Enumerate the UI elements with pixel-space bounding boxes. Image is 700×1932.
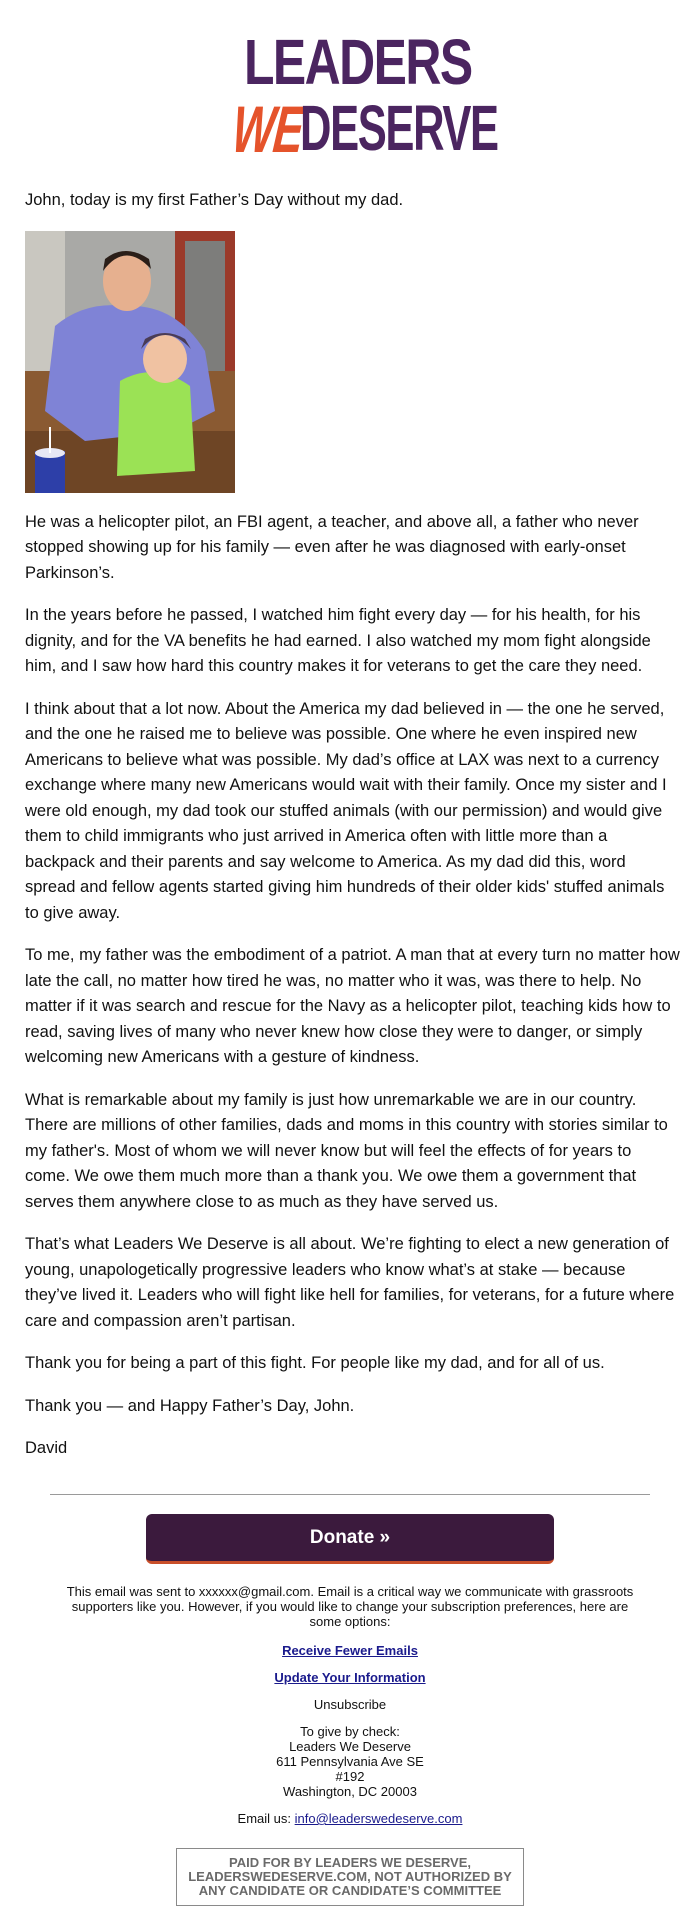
email-body <box>25 188 680 1479</box>
email-footer <box>60 1584 640 1838</box>
check-label: To give by check: <box>300 1724 400 1739</box>
paragraph-thank-you-fight: Thank you for being a part of this fight. For people like my dad, and for all of us. <box>25 1354 605 1372</box>
paragraph-unremarkable-family: What is remarkable about my family is just how unremarkable we are in our country. There are millions of other families, dads and moms in this country with stories similar to my father's. Most of whom we will never know but will feel the effects of for years to come. We owe them much more than a thank you. We owe them a government that serves them anywhere close to as much as they have served us. <box>25 1090 668 1211</box>
update-information-link[interactable]: Update Your Information <box>274 1670 426 1685</box>
paid-for-disclaimer <box>176 1848 524 1906</box>
leaders-we-deserve-logo[interactable] <box>229 26 498 166</box>
paragraph-patriot: To me, my father was the embodiment of a patriot. A man that at every turn no matter how late the call, no matter how tired he was, no matter who it was, was there to help. No matter if it was search and rescue for the Navy as a helicopter pilot, teaching kids how to read, saving lives of many who never knew how close they were to danger, or simply welcoming new Americans with a gesture of kindness. <box>25 946 680 1066</box>
paragraph-happy-fathers-day: Thank you — and Happy Father’s Day, John. <box>25 1396 355 1415</box>
org-name: Leaders We Deserve <box>289 1739 411 1754</box>
street-address: 611 Pennsylvania Ave SE <box>276 1754 424 1769</box>
logo-leaders-text: LEADERS <box>244 26 472 98</box>
paragraph-fight-for-health: In the years before he passed, I watched him fight every day — for his health, for his dignity, and for the VA benefits he had earned. I also watched my mom fight alongside him, and I saw how hard this country makes it for veterans to get the care they need. <box>25 606 651 675</box>
footer-divider <box>50 1494 650 1495</box>
mailing-address <box>60 1724 640 1799</box>
logo-deserve-text: DESERVE <box>300 92 498 164</box>
disclaimer-line-3: ANY CANDIDATE OR CANDIDATE’S COMMITTEE <box>198 1883 502 1898</box>
contact-email-line <box>60 1811 640 1838</box>
donate-button[interactable]: Donate » <box>146 1514 554 1564</box>
signature: David <box>25 1439 68 1457</box>
disclaimer-line-2: LEADERSWEDESERVE.COM, NOT AUTHORIZED BY <box>188 1869 512 1884</box>
logo-we-text: WE <box>229 92 306 166</box>
contact-email-link[interactable]: info@leaderswedeserve.com <box>294 1811 463 1826</box>
unsubscribe-link[interactable]: Unsubscribe <box>313 1697 387 1712</box>
paragraph-father-career: He was a helicopter pilot, an FBI agent, a teacher, and above all, a father who never stopped showing up for his family — even after he was diagnosed with early-onset Parkinson’s. <box>25 512 639 582</box>
subscription-notice: This email was sent to xxxxxx@gmail.com. Email is a critical way we communicate with grassroots supporters like you. However, if you would like to change your subscription preferences, here are some options: <box>66 1584 634 1629</box>
father-and-son-photo <box>25 231 235 493</box>
email-label: Email us: <box>237 1811 291 1826</box>
disclaimer-line-1: PAID FOR BY LEADERS WE DESERVE, <box>229 1855 471 1870</box>
suite-number: #192 <box>335 1769 365 1784</box>
paragraph-mission: That’s what Leaders We Deserve is all about. We’re fighting to elect a new generation of young, unapologetically progressive leaders who know what’s at stake — because they’ve lived it. Leaders who will fight like hell for families, for veterans, for a future where care and compassion aren’t partisan. <box>25 1235 675 1330</box>
receive-fewer-emails-link[interactable]: Receive Fewer Emails <box>282 1643 418 1658</box>
paragraph-america-dad-believed: I think about that a lot now. About the America my dad believed in — the one he served, and the one he raised me to believe was possible. One where he even inspired new Americans to believe what was possible. My dad’s office at LAX was next to a currency exchange where many new Americans would wait with their family. Once my sister and I were old enough, my dad took our stuffed animals (with our permission) and would give them to child immigrants who just arrived in America often with little more than a backpack and their parents and say welcome to America. As my dad did this, word spread and fellow agents started giving him hundreds of their older kids' stuffed animals to give away. <box>25 699 667 922</box>
city-state-zip: Washington, DC 20003 <box>283 1784 417 1799</box>
greeting-paragraph: John, today is my first Father’s Day without my dad. <box>25 191 404 209</box>
